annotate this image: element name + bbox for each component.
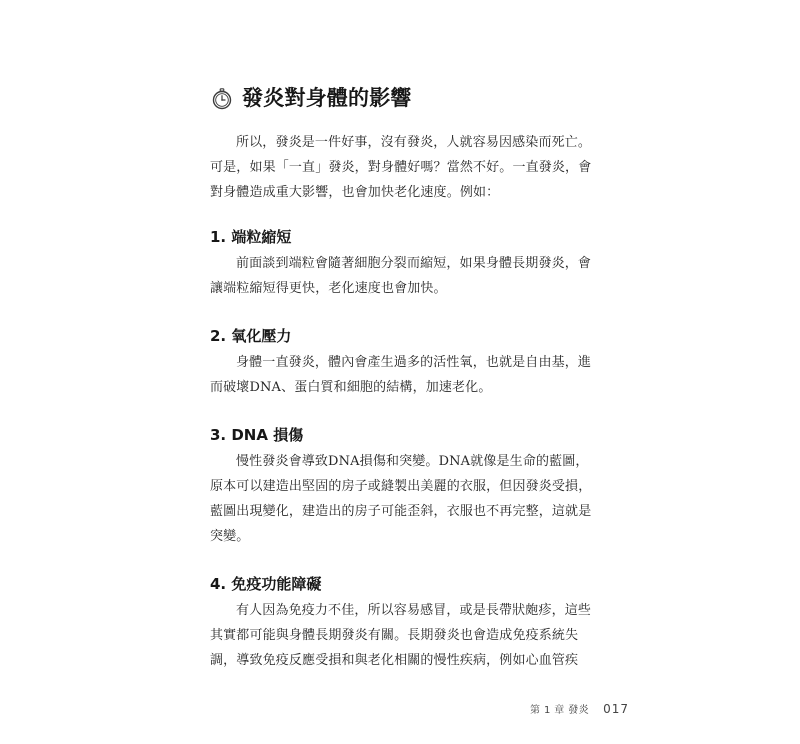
- section-telomere-shortening: [210, 227, 592, 301]
- page-number: 017: [603, 702, 629, 716]
- section-body: 前面談到端粒會隨著細胞分裂而縮短，如果身體長期發炎，會讓端粒縮短得更快，老化速度也會加快。: [210, 256, 592, 296]
- section-heading: 4. 免疫功能障礙: [210, 575, 322, 593]
- section-heading: 3. DNA 損傷: [210, 426, 304, 444]
- section-body: 有人因為免疫力不佳，所以容易感冒，或是長帶狀皰疹，這些其實都可能與身體長期發炎有關。長期發炎也會造成免疫系統失調，導致免疫反應受損和與老化相關的慢性疾病，例如心血管疾: [210, 603, 592, 668]
- section-body: 身體一直發炎，體內會產生過多的活性氧，也就是自由基，進而破壞DNA、蛋白質和細胞的結構，加速老化。: [210, 355, 592, 395]
- section-immune-dysfunction: [210, 574, 592, 673]
- section-body: 慢性發炎會導致DNA損傷和突變。DNA就像是生命的藍圖，原本可以建造出堅固的房子或縫製出美麗的衣服，但因發炎受損，藍圖出現變化，建造出的房子可能歪斜，衣服也不再完整，這就是突變。: [210, 454, 592, 544]
- title-row: [210, 84, 592, 114]
- page-footer: [530, 701, 629, 716]
- section-heading: 1. 端粒縮短: [210, 228, 292, 246]
- chapter-label: 第 1 章 發炎: [529, 705, 590, 716]
- page-content: [210, 84, 592, 673]
- stopwatch-icon: [210, 87, 234, 111]
- page-title: 發炎對身體的影響: [242, 86, 412, 111]
- section-dna-damage: [210, 425, 592, 549]
- section-oxidative-stress: [210, 326, 592, 400]
- intro-paragraph: 所以，發炎是一件好事，沒有發炎，人就容易因感染而死亡。可是，如果「一直」發炎，對身體好嗎？當然不好。一直發炎，會對身體造成重大影響，也會加快老化速度。例如：: [210, 135, 592, 200]
- section-heading: 2. 氧化壓力: [210, 327, 292, 345]
